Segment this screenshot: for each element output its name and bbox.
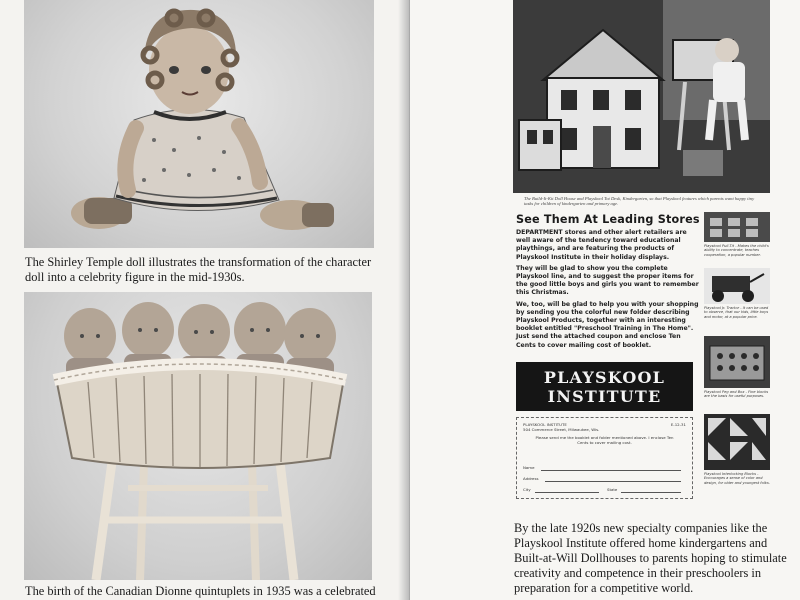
dionne-caption: The birth of the Canadian Dionne quintuplets in 1935 was a celebrated [25,584,376,598]
product-illustration [704,212,770,242]
coupon-city-label: City [523,487,531,492]
product-image [704,268,770,304]
ad-paragraph: We, too, will be glad to help you with your shopping by sending you the colorful new folder describing Playskool Products, together with an interesting booklet entitled "Preschool Training in The Home". Just send the attached coupon and enclose Ten Cents to cover mailing cost of booklet. [516,300,699,349]
doll-caption: The Shirley Temple doll illustrates the transformation of the character doll into a celebrity figure in the mid-1930s. [25,255,372,284]
ad-photo-caption: The Build-It-Kit Doll House and Playskool Tot Desk, Kindergarten, so that Playskool features which parents want happy tiny tasks for children of kindergarten and primary age. [524,196,755,207]
dollhouse-illustration [513,0,770,193]
product-image [704,336,770,388]
dollhouse-ad-photo [513,0,770,193]
product-panel [704,414,770,485]
coupon-name-label: Name [523,465,535,470]
product-panel [704,268,770,319]
ad-paragraph: They will be glad to show you the complete Playskool line, and to suggest the proper items for the good little boys and girls you want to remember this Christmas. [516,264,699,297]
product-panel [704,212,770,257]
coupon-city-line [535,492,599,493]
product-image [704,212,770,242]
coupon-address-line [545,481,681,482]
product-illustration [704,268,770,304]
product-illustration [704,414,770,470]
coupon-address-label: Address [523,476,539,481]
ad-paragraph: DEPARTMENT stores and other alert retailers are well aware of the tendency toward educational playthings, and are featuring the products of Playskool Institute in their holiday displays. [516,229,687,261]
coupon-company: PLAYSKOOL INSTITUTE [523,422,567,427]
banner-title: PLAYSKOOL INSTITUTE [543,368,666,406]
ad-body-text [516,213,702,350]
playskool-caption: By the late 1920s new specialty companies like the Playskool Institute offered home kindergartens and Built-at-Will Dollhouses to parents hoping to stimulate creativity and competence in their preschoolers in preparation for a competitive world. [514,521,787,595]
ad-heading: See Them At Leading Stores [516,213,700,226]
coupon-code: E-12-31 [670,422,686,427]
playskool-banner [516,362,693,418]
dionne-quintuplets-basket-photo [24,292,372,580]
coupon-name-line [541,470,681,471]
shirley-temple-doll-photo [24,0,374,248]
basket-illustration [24,292,372,580]
product-caption: Playskool Peg and Box - Fine blocks are the basis for useful purposes. [704,390,769,399]
banner-address: 504 COMMERCE ST. MILWAUKEE, WIS. [533,412,676,418]
product-caption: Playskool Jr. Tractor - It can be used to observe, that our kids, little boys and motor, at a popular price. [704,306,769,319]
product-illustration [704,336,770,388]
coupon-state-line [621,492,681,493]
product-caption: Playskool Interlocking Blocks - Encourages a sense of color and design, for older and youngest folks. [704,472,770,485]
product-image [704,414,770,470]
mail-coupon [516,417,693,499]
coupon-instruction: Please send me the booklet and folder mentioned above. I enclose Ten Cents to cover mailing cost. [535,435,674,445]
product-caption: Playskool Pull-Tit - Makes the child's ability to concentrate, teaches cooperation, a popular number. [704,244,769,257]
product-panel [704,336,770,399]
coupon-state-label: State [607,487,618,492]
doll-illustration [24,0,374,248]
coupon-address: 504 Commerce Street, Milwaukee, Wis. [523,427,600,432]
